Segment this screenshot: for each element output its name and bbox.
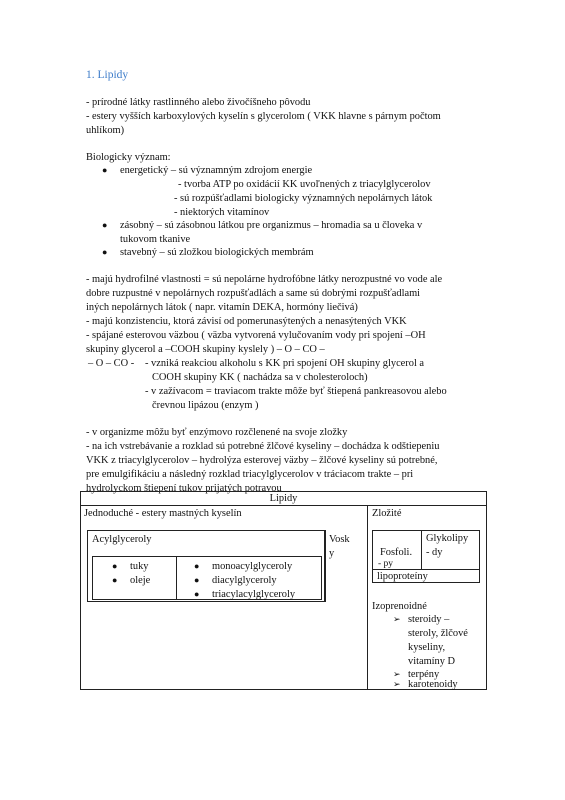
isoprenoid-item: vitamíny D (408, 656, 456, 667)
bio-storage: zásobný – sú zásobnou látkou pre organizmus – hromadia sa u človeka v (120, 220, 423, 231)
bio-energy: energetický – sú významným zdrojom energie (120, 165, 313, 176)
bullet-icon: ● (112, 561, 118, 571)
bullet-icon: ● (102, 220, 108, 230)
bullet-icon: ● (194, 575, 200, 585)
intro-line: - prírodné látky rastlinného alebo živočíšneho pôvodu (86, 97, 311, 108)
digestion-line: - na ich vstrebávanie a rozklad sú potrebné žlčové kyseliny – dochádza k odštiepeniu (86, 441, 440, 452)
lipoproteins-label: lipoproteíny (377, 571, 428, 582)
ester-label: – O – CO - (88, 358, 135, 369)
bio-energy-sub: - sú rozpúšťadlami biologicky významných nepolárnych látok (174, 193, 433, 204)
digestion-line: pre emulgifikáciu a následný rozklad triacylglycerolov v tráciacom trakte – pri (86, 469, 414, 480)
phospholipids-label: - py (378, 559, 394, 569)
prop-line: skupiny glycerol a –COOH skupiny kyslely ) – O – CO – (86, 344, 325, 355)
prop-line: - majú hydrofilné vlastnosti = sú nepolárne hydrofóbne látky nerozpustné vo vode ale (86, 274, 443, 285)
waxes-label: y (329, 548, 335, 559)
prop-line: - majú konzistenciu, ktorá závisí od pomerunasýtených a nenasýtených VKK (86, 316, 407, 327)
acylglycerols-label: Acylglyceroly (92, 534, 152, 545)
isoprenoid-item: terpény (408, 669, 440, 680)
digestion-line: - v organizme môžu byť enzýmovo rozčlenené na svoje zložky (86, 427, 348, 438)
prop-line: iných nepolárnych látok ( napr. vitamín DEKA, hormóny liečivá) (86, 302, 358, 313)
glycolipids-label: - dy (426, 547, 443, 558)
isoprenoids-label: Izoprenoidné (372, 601, 427, 612)
waxes-label: Vosk (329, 534, 350, 545)
complex-lipids-header: Zložité (372, 508, 402, 519)
bio-energy-sub: - niektorých vitamínov (174, 207, 270, 218)
glycolipids-label: Glykolipy (426, 533, 469, 544)
section-heading: Biologicky význam: (86, 152, 171, 163)
table-header: Lipidy (269, 493, 298, 504)
fats-item: tuky (130, 561, 149, 572)
page-title: 1. Lipidy (86, 69, 129, 81)
ester-line: COOH skupiny KK ( nachádza sa v cholesteroloch) (152, 372, 368, 383)
glycerol-item: monoacylglyceroly (212, 561, 293, 572)
ester-line: - v zažívacom = traviacom trakte môže byť štiepená pankreasovou alebo (145, 386, 447, 397)
intro-line: - estery vyšších karboxylových kyselín s glycerolom ( VKK hlavne s párnym počtom (86, 111, 441, 122)
bio-structural: stavebný – sú zložkou biologických membrám (120, 247, 314, 258)
arrow-bullet-icon: ➢ (393, 679, 401, 689)
glycerol-item: diacylglyceroly (212, 575, 277, 586)
bullet-icon: ● (102, 165, 108, 175)
glycerol-item: triacylacylglyceroly (212, 589, 296, 600)
bio-storage: tukovom tkanive (120, 234, 191, 245)
bullet-icon: ● (112, 575, 118, 585)
simple-lipids-header: Jednoduché - estery mastných kyselín (84, 508, 242, 519)
isoprenoid-item: steroidy – (408, 614, 450, 625)
digestion-line: VKK z triacylglycerolov – hydrolýza esterovej väzby – žlčové kyseliny sú potrebné, (86, 455, 438, 466)
intro-line: uhlíkom) (86, 125, 125, 136)
bullet-icon: ● (194, 589, 200, 599)
fats-item: oleje (130, 575, 151, 586)
isoprenoid-item: karotenoidy (408, 679, 458, 690)
prop-line: dobre ruzpustné v nepolárnych rozpušťadlách a same sú dobrými rozpušťadlami (86, 288, 421, 299)
phospholipids-label: Fosfoli. (380, 547, 413, 558)
bullet-icon: ● (102, 247, 108, 257)
isoprenoid-item: kyseliny, (408, 642, 446, 653)
digestion-line: hydrolyckom štiepení tukov prijatých potravou (86, 483, 282, 494)
arrow-bullet-icon: ➢ (393, 669, 401, 679)
ester-line: črevnou lipázou (enzym ) (152, 400, 259, 411)
ester-line: - vzniká reakciou alkoholu s KK pri spojení OH skupiny glycerol a (145, 358, 425, 369)
bullet-icon: ● (194, 561, 200, 571)
arrow-bullet-icon: ➢ (393, 614, 401, 624)
prop-line: - spájané esterovou väzbou ( väzba vytvorená vylučovaním vody pri spojení –OH (86, 330, 426, 341)
isoprenoid-item: steroly, žlčové (408, 628, 468, 639)
bio-energy-sub: - tvorba ATP po oxidácií KK uvoľnených z triacylglycerolov (178, 179, 431, 190)
